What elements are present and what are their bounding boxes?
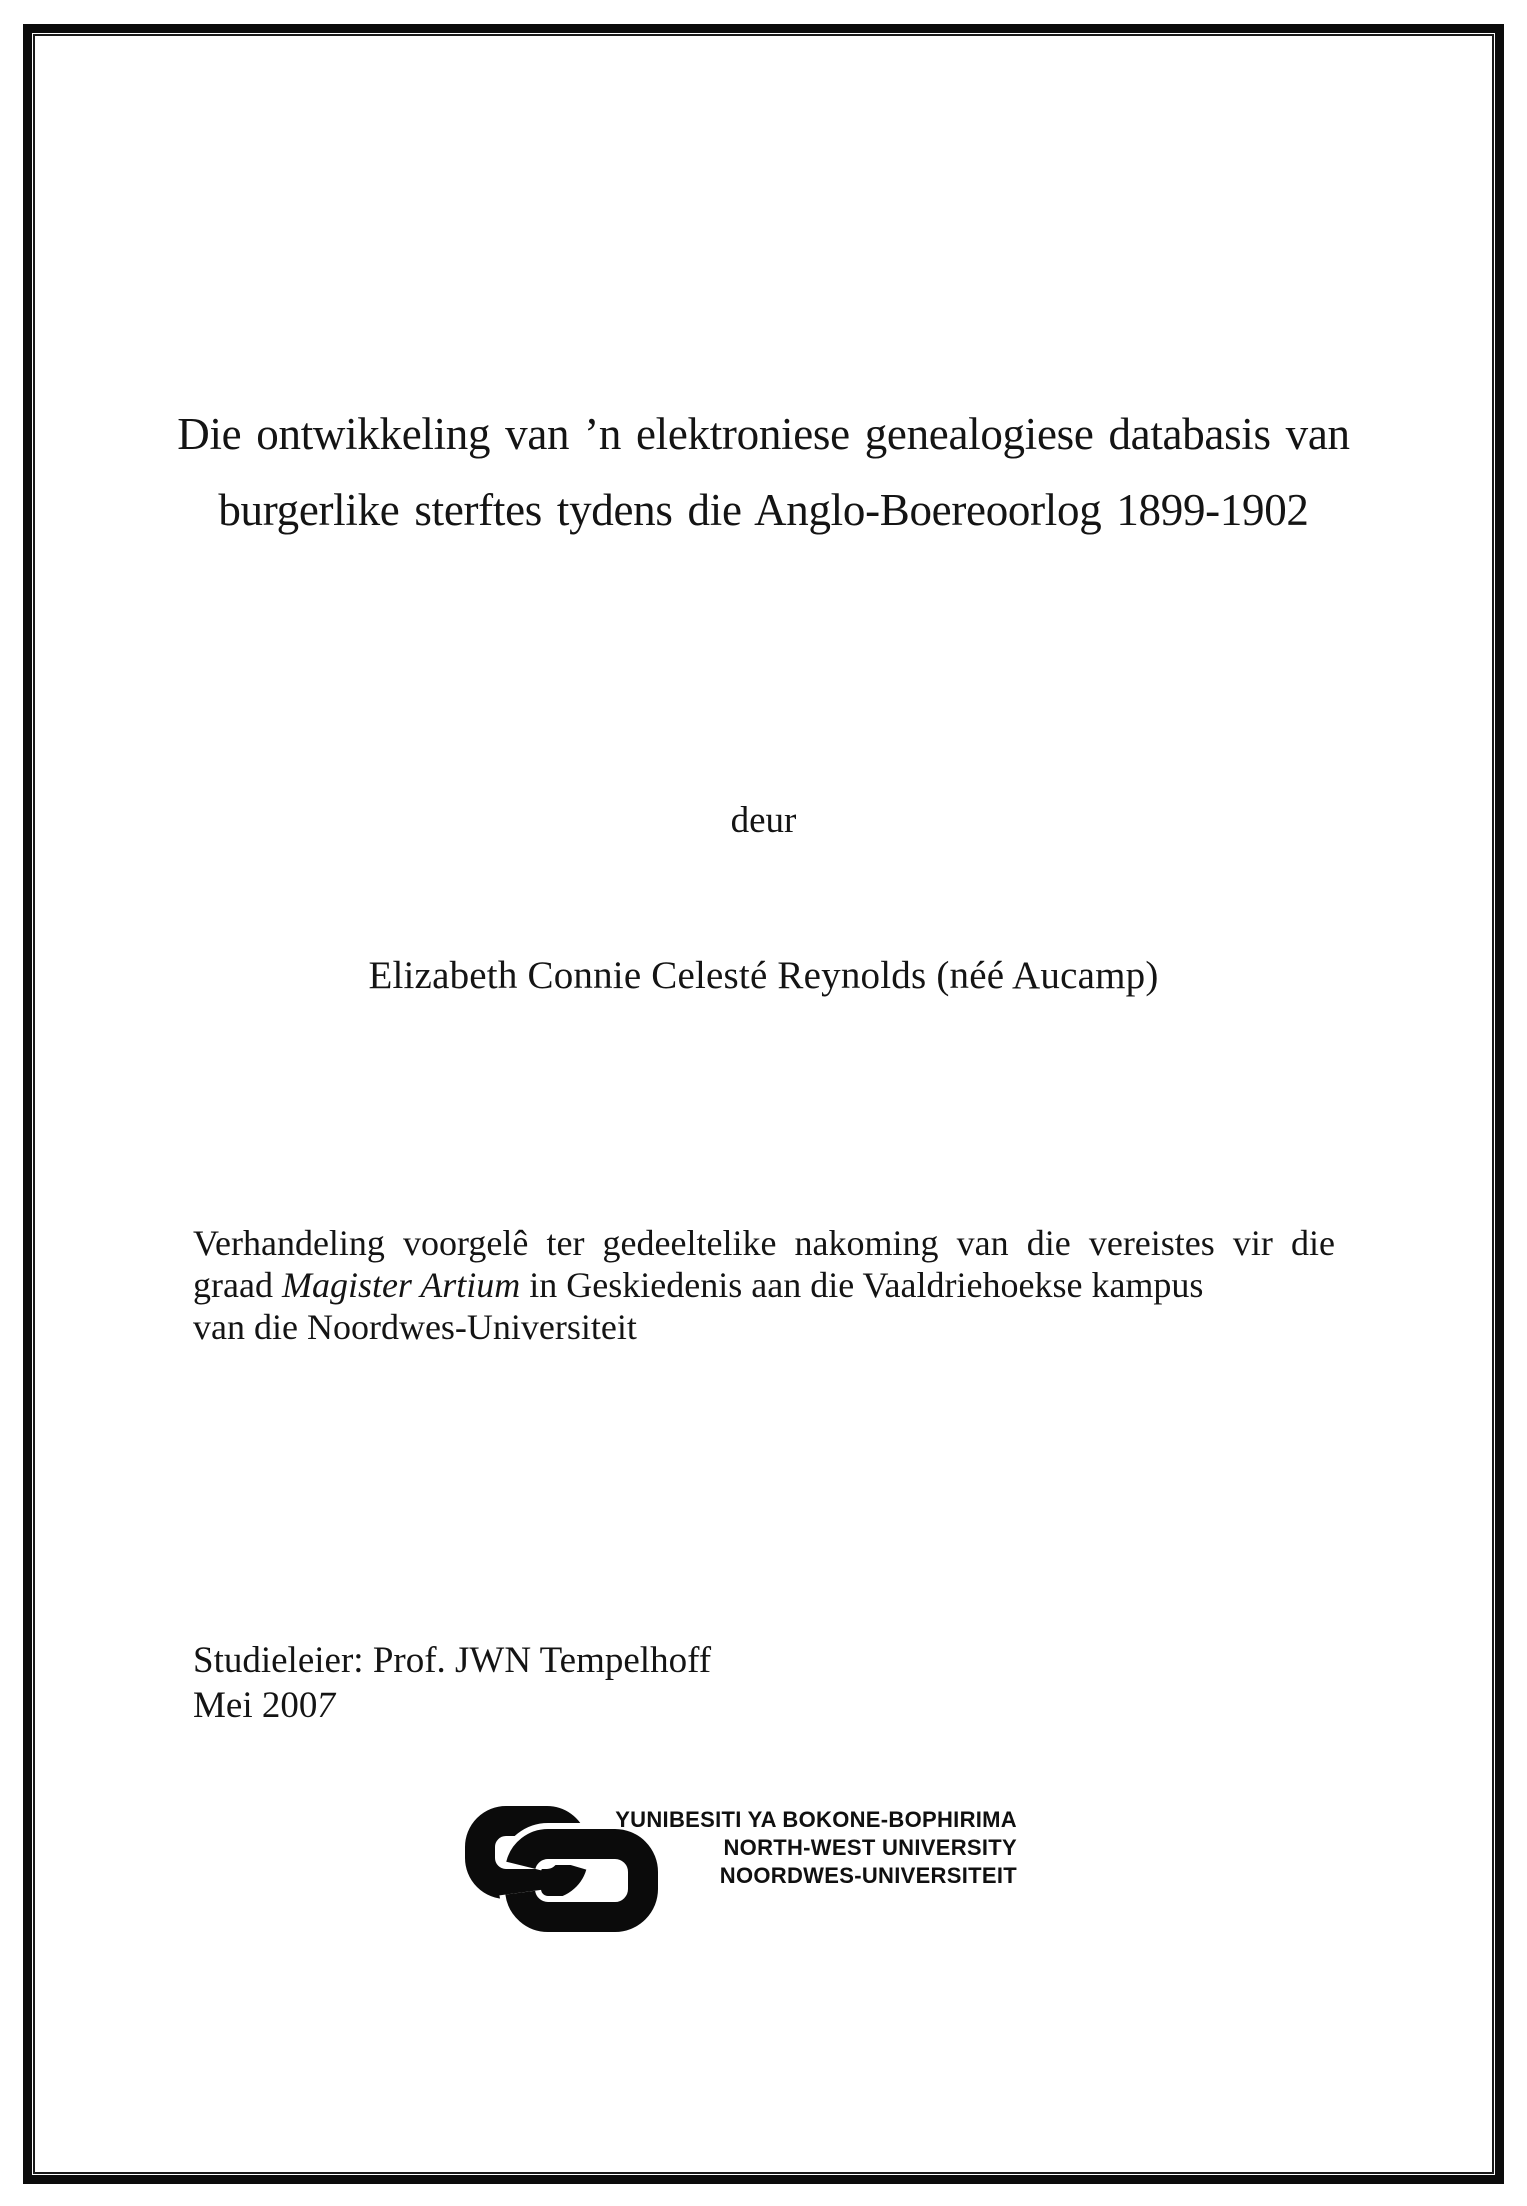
university-logo	[464, 1805, 1024, 1965]
degree-statement-line-3: van die Noordwes-Universiteit	[193, 1307, 637, 1347]
author-name: Elizabeth Connie Celesté Reynolds (néé Aucamp)	[368, 954, 1159, 997]
thesis-title-line-1: Die ontwikkeling van ’n elektroniese genealogiese databasis van	[177, 409, 1350, 459]
degree-statement-line-2	[193, 1264, 1335, 1306]
university-wordmark	[537, 1806, 1017, 1890]
supervisor-block	[193, 1638, 711, 1728]
university-wordmark-setswana: YUNIBESITI YA BOKONE-BOPHIRIMA	[615, 1807, 1017, 1832]
degree-statement-line-1: Verhandeling voorgelê ter gedeeltelike nakoming van die vereistes vir die	[193, 1223, 1335, 1263]
byline-deur: deur	[730, 800, 797, 841]
university-wordmark-afrikaans: NOORDWES-UNIVERSITEIT	[719, 1863, 1017, 1888]
thesis-title-line-2: burgerlike sterftes tydens die Anglo-Boereoorlog 1899-1902	[218, 485, 1309, 535]
degree-statement-line-2-pre: graad	[193, 1265, 282, 1305]
degree-name-italic: Magister Artium	[281, 1265, 521, 1305]
university-wordmark-english: NORTH-WEST UNIVERSITY	[723, 1835, 1017, 1860]
date-line	[193, 1683, 711, 1728]
supervisor-line: Studieleier: Prof. JWN Tempelhoff	[193, 1640, 712, 1681]
date-last-digit: 7	[314, 1685, 339, 1726]
date-prefix: Mei 200	[193, 1685, 318, 1726]
thesis-title	[100, 396, 1427, 548]
degree-statement	[193, 1222, 1335, 1348]
degree-statement-line-2-post: in Geskiedenis aan die Vaaldriehoekse kampus	[520, 1265, 1204, 1305]
